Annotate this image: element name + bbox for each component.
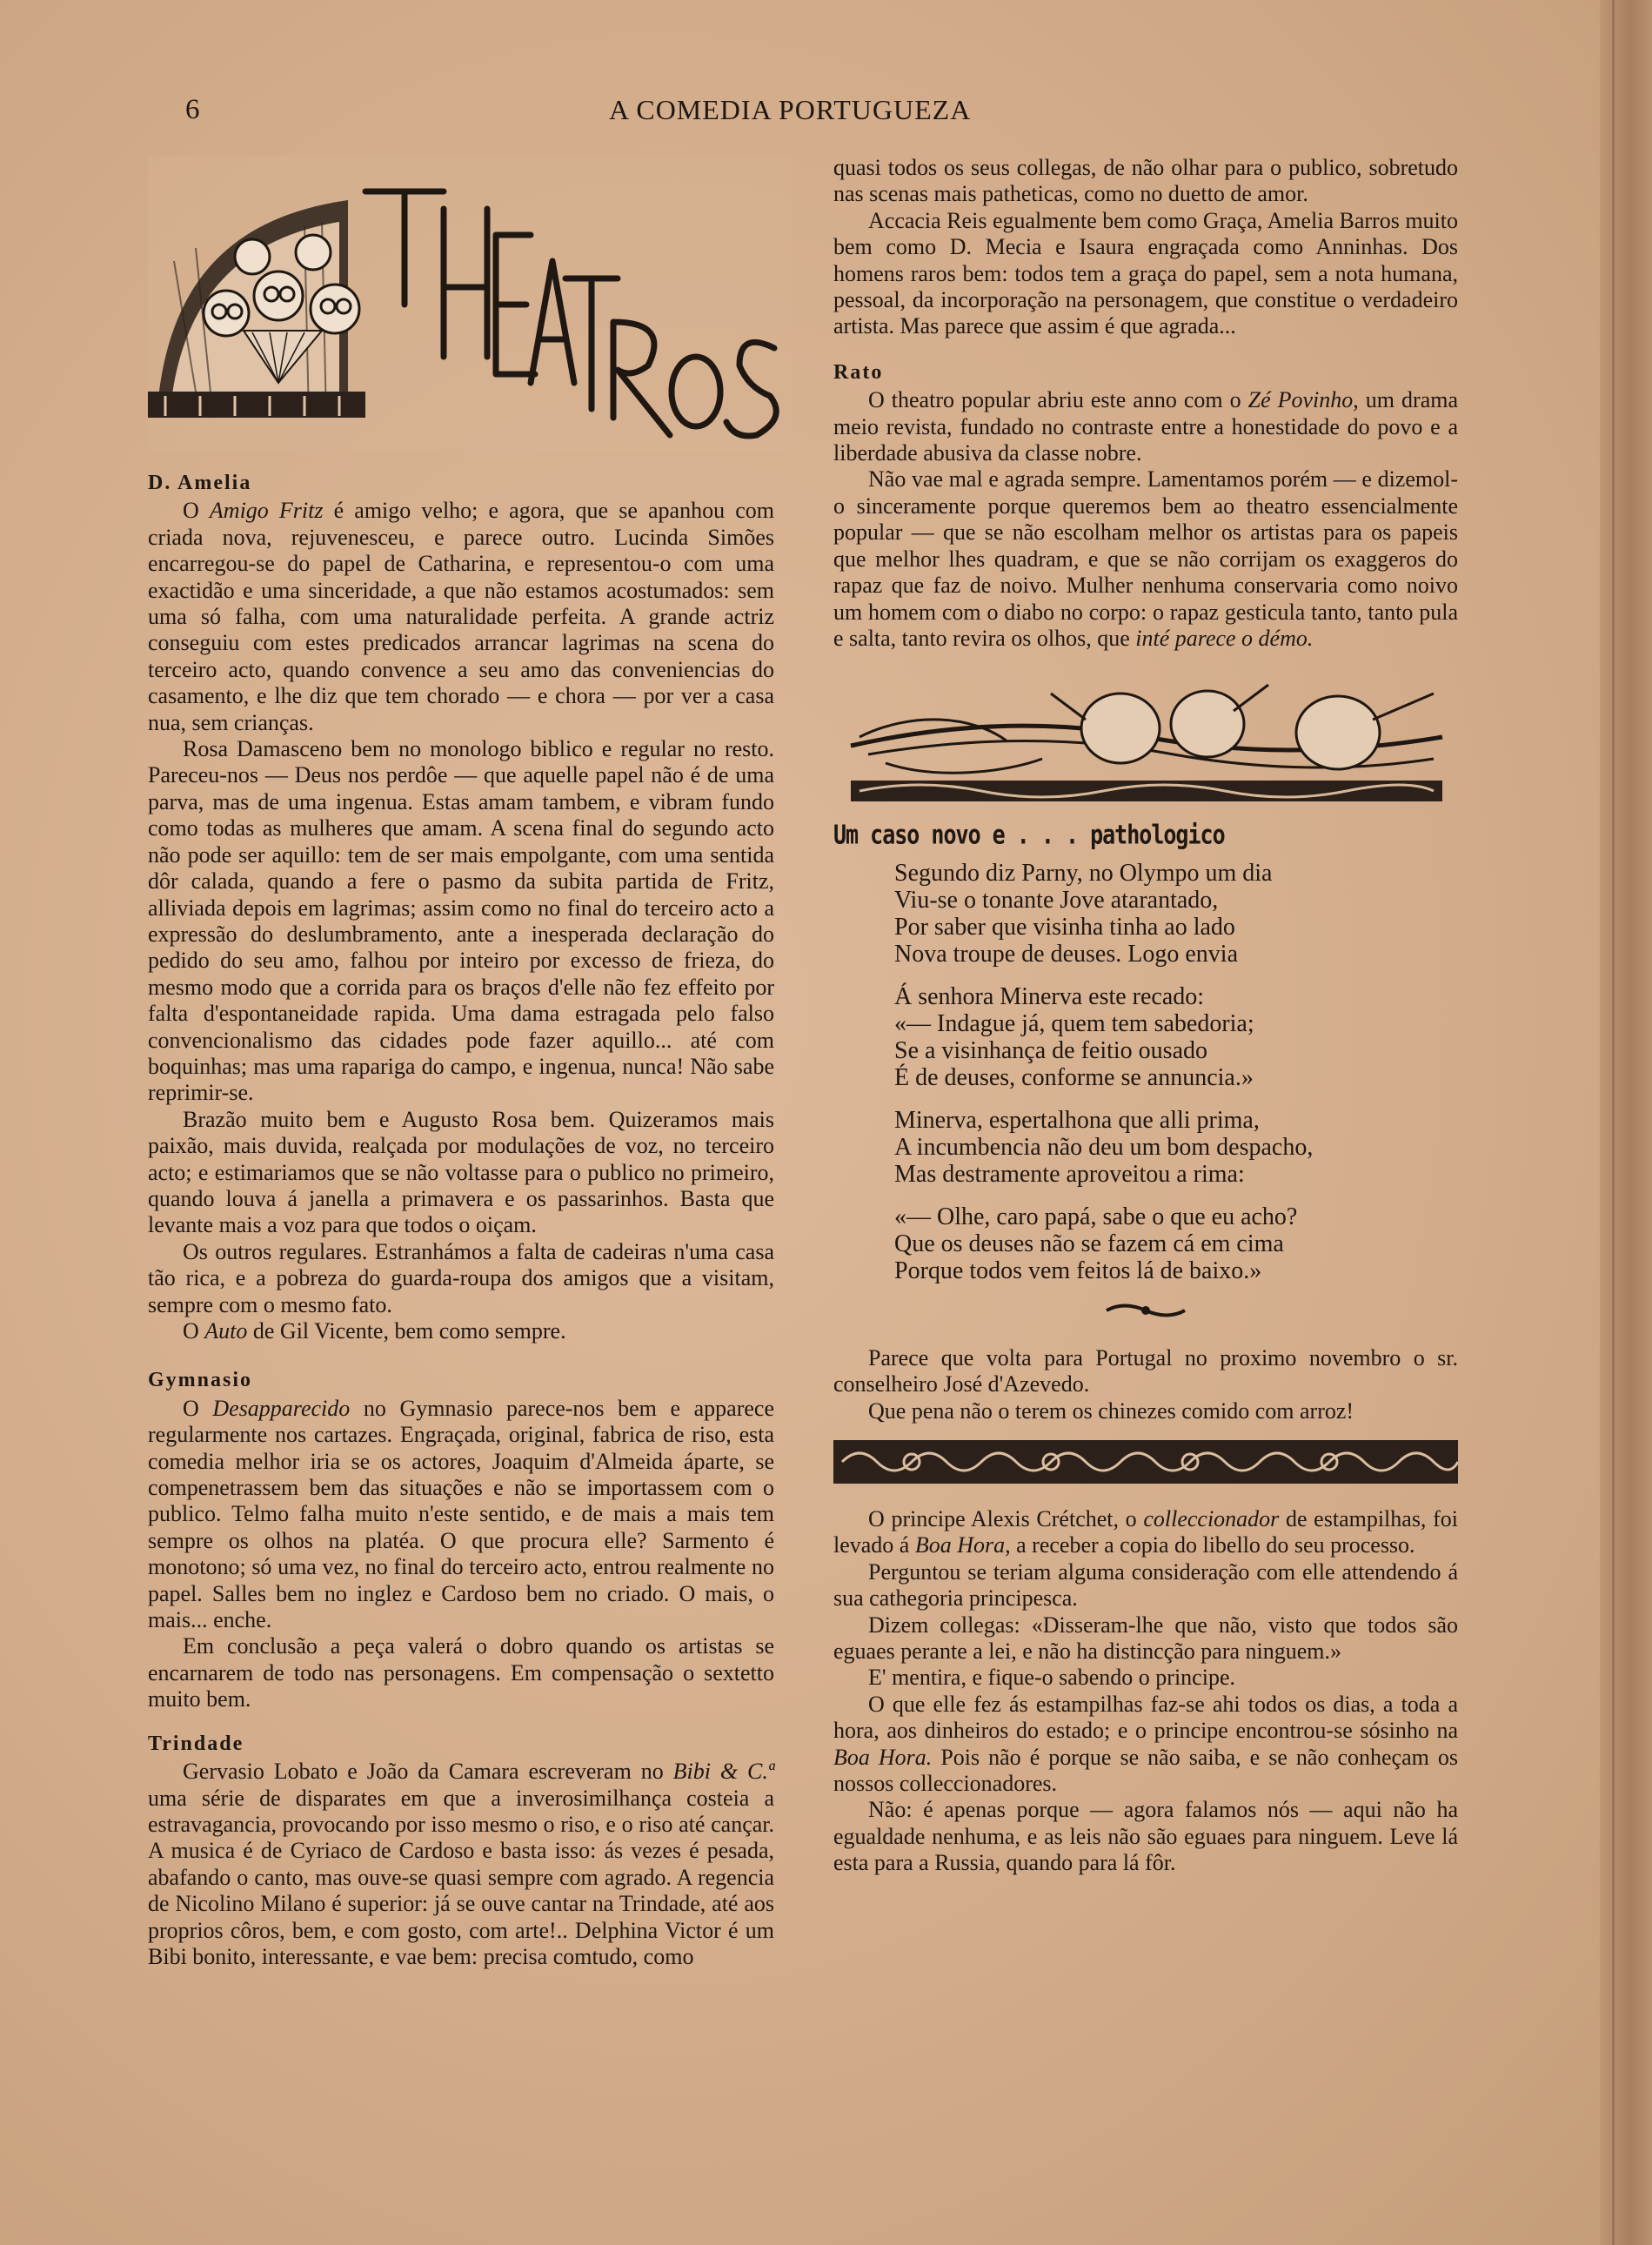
section-heading-um-caso-novo: Um caso novo e . . . pathologico (833, 820, 1225, 851)
page-number: 6 (185, 94, 200, 125)
poem-stanza: Minerva, espertalhona que alli prima, A incumbencia não deu um bom despacho, Mas destramente aproveitou a rima: (894, 1106, 1314, 1188)
paragraph: quasi todos os seus collegas, de não olhar para o publico, sobretudo nas scenas mais patheticas, como no duetto de amor. (833, 155, 1458, 207)
paragraph: Que pena não o terem os chinezes comido com arroz! (868, 1397, 1354, 1424)
paragraph: Parece que volta para Portugal no proximo novembro o sr. conselheiro José d'Azevedo. (833, 1344, 1458, 1397)
paragraph: O principe Alexis Crétchet, o colleccionador de estampilhas, foi levado á Boa Hora, a receber a copia do libello do seu processo. (833, 1505, 1458, 1558)
paragraph: O Amigo Fritz é amigo velho; e agora, que se apanhou com criada nova, rejuvenesceu, e parece outro. Lucinda Simões encarregou-se do papel de Catharina, e representou-o com uma exactidão e uma sinceridade, a que não estamos acostumados: sem uma só falha, com uma naturalidade perfeita. A grande actriz conseguiu com estes predicados arrancar lagrimas na scena do terceiro acto, quando convence a seu amo das conveniencias do casamento, e lhe diz que tem chorado — e chora — por ver a casa nua, sem crianças. (148, 498, 774, 735)
poem-stanza: Á senhora Minerva este recado: «— Indague já, quem tem sabedoria; Se a visinhança de feitio ousado É de deuses, conforme se annuncia.» (894, 982, 1254, 1091)
paragraph: Rosa Damasceno bem no monologo biblico e regular no resto. Pareceu-nos — Deus nos perdôe — que aquelle papel não é de uma parva, mas de uma ingenua. Estas amam tambem, e vibram fundo como todas as mulheres que amam. A scena final do segundo acto não pode ser aquillo: tem de ser mais empolgante, com uma sentida dôr calada, quando a fere o pasmo da subita partida de Fritz, alliviada depois em lagrimas; assim como no final do terceiro acto a expressão do deslumbramento, ante a inesperada declaração do pedido do seu amo, falhou por inteiro por excesso de frieza, do mesmo modo que a corrida para os braços d'elle não fez effeito por falta d'espontaneidade rapida. Uma dama estragada pelo falso convencionalismo das cidades pode fazer aquillo... até com boquinhas; mas uma rapariga do campo, e ingenua, nunca! Não sabe reprimir-se. (148, 736, 774, 1106)
small-ornament (833, 1300, 1458, 1321)
paragraph: Perguntou se teriam alguma consideração com elle attendendo á sua cathegoria principesca. (833, 1558, 1458, 1612)
paragraph: Não: é apenas porque — agora falamos nós — aqui não ha egualdade nenhuma, e as leis não são eguaes para ninguem. Leve lá esta para a Russia, quando para lá fôr. (833, 1797, 1458, 1876)
section-heading-gymnasio: Gymnasio (148, 1369, 253, 1392)
decorative-frieze (833, 1437, 1458, 1487)
section-heading-d-amelia: D. Amelia (148, 472, 252, 494)
paragraph: Em conclusão a peça valerá o dobro quando os artistas se encarnarem de todo nas personagens. Em compensação o sextetto muito bem. (148, 1633, 774, 1712)
paragraph: Gervasio Lobato e João da Camara escreveram no Bibi & C.ª uma série de disparates em que a inverosimilhança costeia a estravagancia, provocando por isso mesmo o riso, e o riso até cançar. A musica é de Cyriaco de Cardoso e basta isso: ás vezes é pesada, abafando o canto, mas ouve-se quasi sempre com agrado. A regencia de Nicolino Milano é superior: já se ouve cantar na Trindade, até aos proprios côros, bem, e com gosto, com arte!.. Delphina Victor é um Bibi bonito, interessante, e vae bem: precisa comtudo, como (148, 1759, 774, 1969)
poem-stanza: «— Olhe, caro papá, sabe o que eu acho? Que os deuses não se fazem cá em cima Porque todos vem feitos lá de baixo.» (894, 1203, 1298, 1284)
floral-ornament (833, 676, 1458, 815)
paragraph: O Auto de Gil Vicente, bem como sempre. (183, 1318, 566, 1344)
paragraph: O que elle fez ás estampilhas faz-se ahi todos os dias, a toda a hora, aos dinheiros do estado; e o principe encontrou-se sósinho na Boa Hora. Pois não é porque se não saiba, e se não conheçam os nossos colleccionadores. (833, 1691, 1458, 1796)
theatros-masthead-illustration (148, 157, 792, 452)
page-edge (1600, 0, 1652, 2245)
poem-stanza: Segundo diz Parny, no Olympo um dia Viu-se o tonante Jove atarantado, Por saber que visinha tinha ao lado Nova troupe de deuses. Logo envia (894, 859, 1273, 968)
paragraph: Dizem collegas: «Disseram-lhe que não, visto que todos são eguaes perante a lei, e não ha distincção para ninguem.» (833, 1612, 1458, 1664)
paragraph: Accacia Reis egualmente bem como Graça, Amelia Barros muito bem como D. Mecia e Isaura engraçada como Anninhas. Dos homens raros bem: todos tem a graça do papel, sem a nota humana, pessoal, da incorporação na personagem, que constitue o verdadeiro artista. Mas parece que assim é que agrada... (833, 207, 1458, 339)
page-header (0, 94, 1652, 132)
paragraph: Brazão muito bem e Augusto Rosa bem. Quizeramos mais paixão, mais duvida, realçada por modulações de voz, no terceiro acto; e estimariamos que se não voltasse para o publico no primeiro, quando louva á janella a primavera e os passarinhos. Basta que levante mais a voz para que todos o oiçam. (148, 1106, 774, 1238)
paragraph: E' mentira, e fique-o sabendo o principe. (868, 1665, 1235, 1691)
paragraph: Os outros regulares. Estranhámos a falta de cadeiras n'uma casa tão rica, e a pobreza do guarda-roupa dos amigos que a visitam, sempre com o mesmo fato. (148, 1238, 774, 1317)
running-title: A COMEDIA PORTUGUEZA (609, 94, 972, 125)
poem (894, 860, 1458, 1284)
paragraph: O theatro popular abriu este anno com o Zé Povinho, um drama meio revista, fundado no contraste entre a honestidade do povo e a liberdade abusiva da classe nobre. (833, 387, 1459, 466)
section-heading-rato: Rato (833, 360, 884, 384)
paragraph: Não vae mal e agrada sempre. Lamentamos porém — e dizemol-o sinceramente porque queremos bem ao theatro essencialmente popular — que se não escolham melhor os artistas para os papeis que melhor lhes quadram, e que se não corrijam os exaggeros do rapaz que faz de noivo. Mulher nenhuma conservaria como noivo um homem com o diabo no corpo: o rapaz gesticula tanto, tanto pula e salta, tanto revira os olhos, que inté parece o démo. (833, 466, 1458, 651)
section-heading-trindade: Trindade (148, 1732, 244, 1755)
ornament-glyph (1102, 1301, 1189, 1320)
left-column (148, 461, 774, 1970)
right-column (833, 155, 1458, 1877)
paragraph: O Desapparecido no Gymnasio parece-nos bem e apparece regularmente nos cartazes. Engraçada, original, fabrica de riso, esta comedia melhor iria se os actores, Joaquim d'Almeida áparte, se compenetrassem bem das situações e não se importassem com o publico. Telmo falha muito n'este sentido, e de mais a mais tem sempre os olhos na platéa. O que procura elle? Sarmento é monotono; só uma vez, no final do terceiro acto, entrou realmente no papel. Salles bem no inglez e Cardoso bem no criado. O mais, o mais... enche. (148, 1395, 774, 1633)
